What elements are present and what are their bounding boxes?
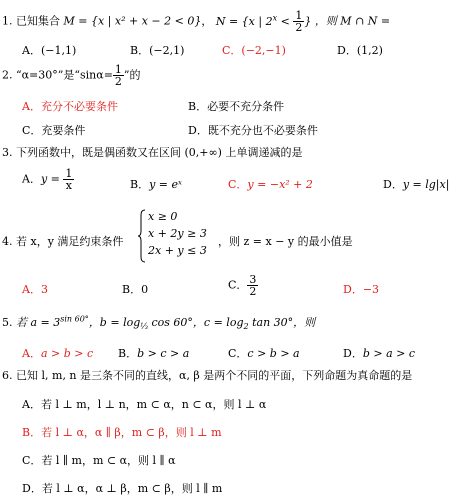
q4-constraint-system [138, 208, 207, 259]
q3-option-b: B．y = eˣ [130, 178, 182, 191]
q4-constraint-1: x ≥ 0 [148, 210, 178, 223]
q1-number: 1. [2, 14, 13, 28]
q4-number: 4. [2, 235, 13, 248]
q4-stem-b: ，则 z = x − y 的最小值是 [218, 235, 353, 248]
q2-option-a-answer: A．充分不必要条件 [22, 100, 118, 113]
q4-option-d-answer: D．−3 [343, 283, 380, 296]
q6-option-a: A．若 l ⊥ m，l ⊥ n，m ⊂ α，n ⊂ α，则 l ⊥ α [22, 398, 267, 411]
q4-option-b: B．0 [122, 283, 149, 296]
q1-option-c-answer: C．(−2,−1) [222, 44, 286, 57]
q5-option-d: D．b > a > c [343, 347, 416, 360]
q1-stem: 1. 已知集合 M = {x | x² + x − 2 < 0}， N = {x | $2^x$ < $\frac{1}{2}$ } ，则 M ∩ N = [2, 9, 391, 34]
q5-option-a-answer: A．a > b > c [22, 347, 94, 360]
q4-option-a-answer: A．3 [22, 283, 48, 296]
q4-stem-a: 4. 若 x，y 满足约束条件 [2, 235, 124, 248]
q3-option-d: D．y = lg|x| [383, 178, 450, 191]
q3-option-a: A．y = $\frac{1}{x}$ [22, 167, 73, 192]
q3-number: 3. [2, 146, 13, 159]
q6-option-b-answer: B．若 l ⊥ α，α ∥ β，m ⊂ β，则 l ⊥ m [22, 426, 222, 439]
q2-option-d: D．既不充分也不必要条件 [188, 124, 318, 137]
q6-option-c: C．若 l ∥ m，m ⊂ α，则 l ∥ α [22, 454, 176, 467]
q1-option-a: A．(−1,1) [22, 44, 77, 57]
left-brace-icon [138, 209, 146, 263]
q3-option-c-answer: C．y = −x² + 2 [228, 178, 313, 191]
q4-constraint-2: x + 2y ≥ 3 [148, 227, 207, 240]
q3-stem: 3. 下列函数中，既是偶函数又在区间 (0,+∞) 上单调递减的是 [2, 146, 303, 159]
q2-number: 2. [2, 68, 13, 82]
q5-option-c: C．c > b > a [228, 347, 300, 360]
q1-option-b: B．(−2,1) [130, 44, 185, 57]
q5-option-b: B．b > c > a [118, 347, 190, 360]
q1-stem-suffix: ，则 M ∩ N = [314, 14, 391, 28]
q5-number: 5. [2, 316, 13, 329]
q2-option-c: C．充要条件 [22, 124, 86, 137]
q1-set-n: N = {x | $2^x$ < $\frac{1}{2}$ } [215, 9, 312, 34]
q5-stem: 5. 若 $a = 3^{sin 60^\circ}$，$b = \log_{\frac{1}{3}} \cos 60^\circ$，$c = \log_2 \tan 30^\circ$，则 [2, 314, 316, 332]
q6-stem: 6. 已知 l, m, n 是三条不同的直线，α, β 是两个不同的平面，下列命题为真命题的是 [2, 369, 413, 382]
q2-option-b: B．必要不充分条件 [188, 100, 285, 113]
q1-stem-prefix: 已知集合 [16, 14, 60, 28]
q1-set-m: M = {x | x² + x − 2 < 0} [63, 14, 202, 28]
q1-option-d: D．(1,2) [337, 44, 383, 57]
q2-stem: 2. “α=30°”是“sinα= $\frac{1}{2}$ ”的 [2, 63, 141, 88]
q4-option-c: C． $\frac{3}{2}$ [228, 273, 257, 298]
q6-number: 6. [2, 369, 13, 382]
q6-option-d: D．若 l ⊥ α，α ⊥ β，m ⊂ β，则 l ∥ m [22, 482, 223, 495]
q4-constraint-3: 2x + y ≤ 3 [148, 244, 207, 257]
